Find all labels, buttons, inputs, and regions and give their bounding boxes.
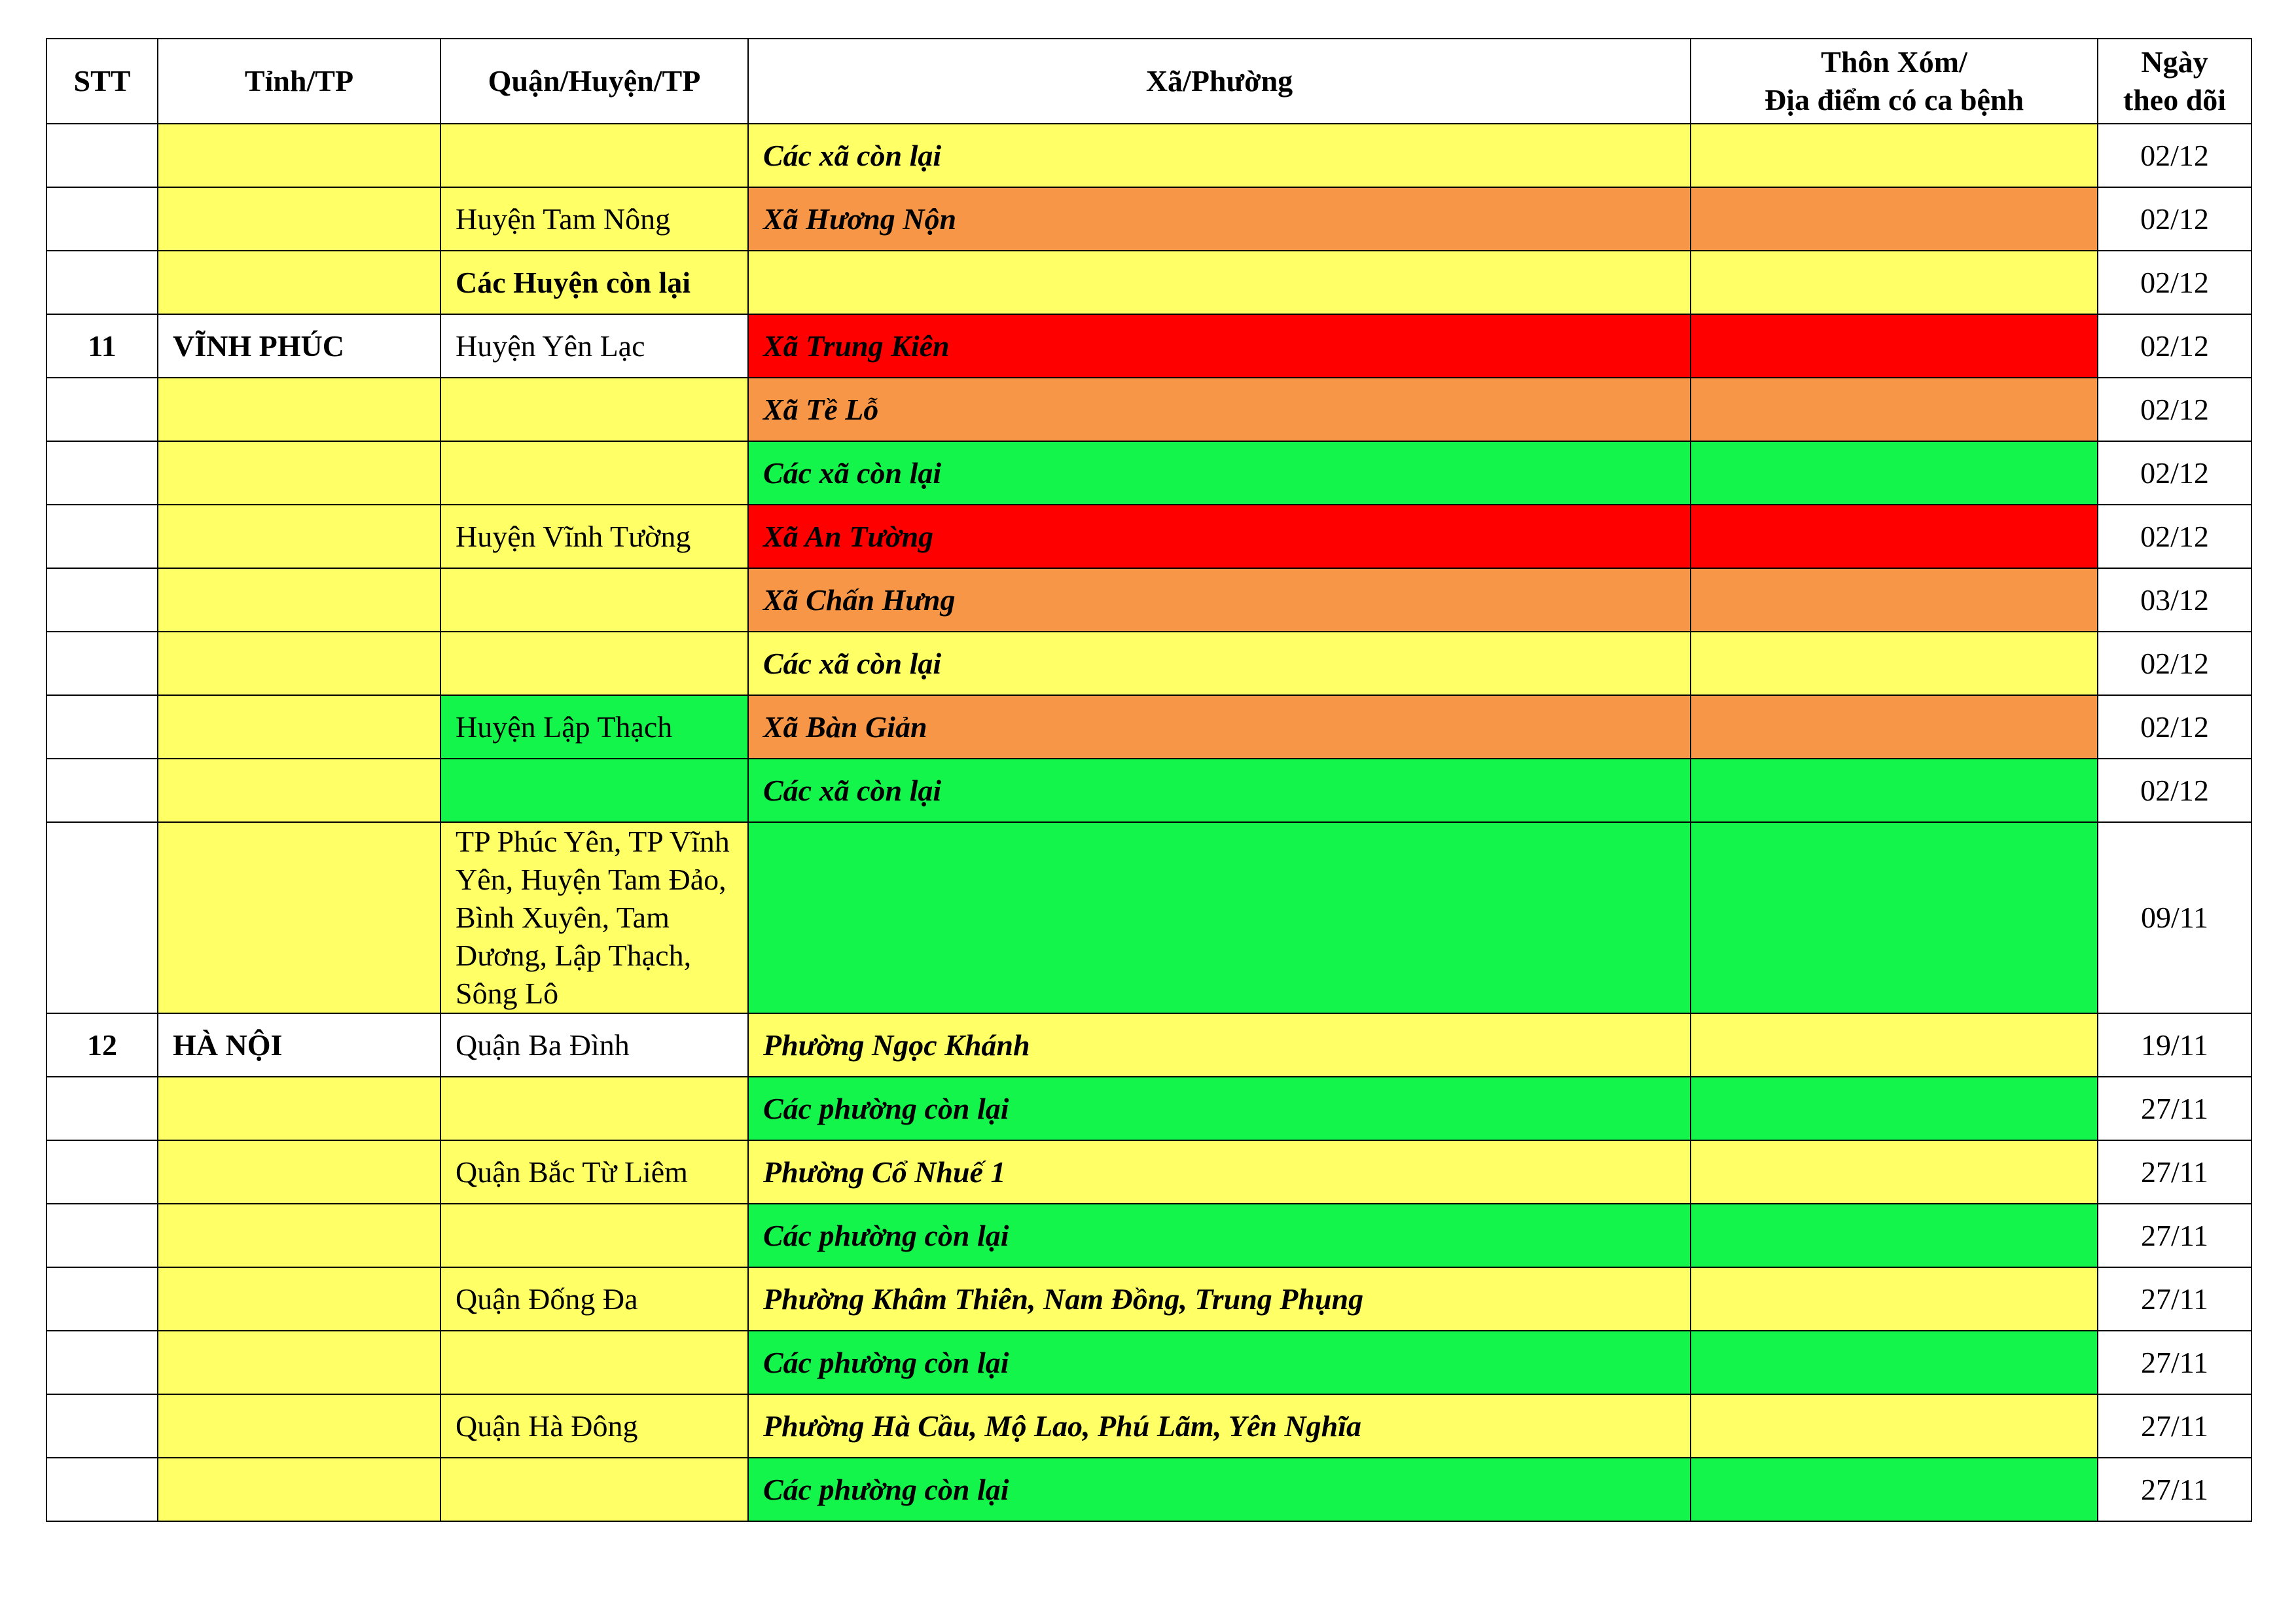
cell-date: 02/12 — [2098, 187, 2251, 251]
cell-date: 02/12 — [2098, 251, 2251, 314]
cell-stt: 12 — [46, 1013, 158, 1077]
cell-ward: Các phường còn lại — [748, 1331, 1691, 1394]
cell-date: 27/11 — [2098, 1204, 2251, 1267]
cell-ward: Xã Chấn Hưng — [748, 568, 1691, 632]
table-row — [46, 1394, 2251, 1458]
cell-date: 02/12 — [2098, 695, 2251, 759]
cell-date: 03/12 — [2098, 568, 2251, 632]
cell-date: 27/11 — [2098, 1458, 2251, 1521]
cell-ward: Phường Cổ Nhuế 1 — [748, 1140, 1691, 1204]
cell-hamlet — [1691, 1331, 2098, 1394]
cell-province — [158, 1394, 440, 1458]
table-row — [46, 759, 2251, 822]
cell-district: Huyện Yên Lạc — [440, 314, 748, 378]
cell-province — [158, 251, 440, 314]
cell-district: TP Phúc Yên, TP Vĩnh Yên, Huyện Tam Đảo, Bình Xuyên, Tam Dương, Lập Thạch, Sông Lô — [440, 822, 748, 1013]
cell-hamlet — [1691, 378, 2098, 441]
cell-date: 27/11 — [2098, 1077, 2251, 1140]
cell-ward: Xã Trung Kiên — [748, 314, 1691, 378]
table-row — [46, 822, 2251, 1013]
cell-stt — [46, 759, 158, 822]
table-row — [46, 1140, 2251, 1204]
cell-hamlet — [1691, 1140, 2098, 1204]
cell-date: 02/12 — [2098, 759, 2251, 822]
table-row — [46, 505, 2251, 568]
table-row — [46, 187, 2251, 251]
cell-district — [440, 441, 748, 505]
cell-province — [158, 1077, 440, 1140]
cell-hamlet — [1691, 822, 2098, 1013]
cell-hamlet — [1691, 1077, 2098, 1140]
cell-ward: Phường Ngọc Khánh — [748, 1013, 1691, 1077]
table-row — [46, 1013, 2251, 1077]
cell-stt — [46, 1331, 158, 1394]
cell-hamlet — [1691, 1394, 2098, 1458]
cell-ward: Xã Tề Lỗ — [748, 378, 1691, 441]
cell-district — [440, 568, 748, 632]
table-row — [46, 1458, 2251, 1521]
cell-ward: Các phường còn lại — [748, 1458, 1691, 1521]
cell-date: 02/12 — [2098, 124, 2251, 187]
cell-province — [158, 187, 440, 251]
header-hamlet-line1: Thôn Xóm/ — [1821, 45, 1967, 79]
cell-date: 09/11 — [2098, 822, 2251, 1013]
cell-province — [158, 632, 440, 695]
cell-district: Huyện Vĩnh Tường — [440, 505, 748, 568]
cell-province — [158, 441, 440, 505]
header-province: Tỉnh/TP — [158, 39, 440, 124]
cell-date: 02/12 — [2098, 505, 2251, 568]
cell-stt: 11 — [46, 314, 158, 378]
table-row — [46, 1077, 2251, 1140]
header-date-line1: Ngày — [2141, 45, 2208, 79]
cell-district — [440, 759, 748, 822]
cell-stt — [46, 822, 158, 1013]
cell-stt — [46, 251, 158, 314]
cell-date: 02/12 — [2098, 314, 2251, 378]
cell-stt — [46, 1204, 158, 1267]
cell-ward: Xã Hương Nộn — [748, 187, 1691, 251]
cell-district — [440, 378, 748, 441]
cell-province — [158, 822, 440, 1013]
header-stt: STT — [46, 39, 158, 124]
cell-ward: Xã An Tường — [748, 505, 1691, 568]
table-row — [46, 695, 2251, 759]
cell-district: Quận Đống Đa — [440, 1267, 748, 1331]
cell-stt — [46, 632, 158, 695]
table-row — [46, 632, 2251, 695]
cell-stt — [46, 1267, 158, 1331]
cell-province — [158, 378, 440, 441]
table-row — [46, 1267, 2251, 1331]
cell-date: 02/12 — [2098, 378, 2251, 441]
cell-province — [158, 759, 440, 822]
cell-stt — [46, 124, 158, 187]
header-ward: Xã/Phường — [748, 39, 1691, 124]
cell-stt — [46, 1394, 158, 1458]
cell-date: 02/12 — [2098, 632, 2251, 695]
cell-hamlet — [1691, 695, 2098, 759]
table-row — [46, 1331, 2251, 1394]
cell-province: VĨNH PHÚC — [158, 314, 440, 378]
cell-hamlet — [1691, 187, 2098, 251]
cell-district: Huyện Lập Thạch — [440, 695, 748, 759]
cell-province — [158, 1140, 440, 1204]
cell-ward — [748, 251, 1691, 314]
cell-stt — [46, 505, 158, 568]
cell-hamlet — [1691, 759, 2098, 822]
cell-ward: Các phường còn lại — [748, 1204, 1691, 1267]
cell-hamlet — [1691, 1267, 2098, 1331]
cell-hamlet — [1691, 1458, 2098, 1521]
table-header — [46, 39, 2251, 124]
cell-district — [440, 1458, 748, 1521]
cell-district — [440, 124, 748, 187]
cell-province — [158, 505, 440, 568]
cell-ward: Các phường còn lại — [748, 1077, 1691, 1140]
cell-province — [158, 695, 440, 759]
cell-province — [158, 1267, 440, 1331]
cell-hamlet — [1691, 1204, 2098, 1267]
cell-hamlet — [1691, 441, 2098, 505]
table-body — [46, 124, 2251, 1521]
cell-province — [158, 1204, 440, 1267]
cell-stt — [46, 695, 158, 759]
table-row — [46, 124, 2251, 187]
cell-hamlet — [1691, 568, 2098, 632]
cell-stt — [46, 1077, 158, 1140]
cell-date: 27/11 — [2098, 1140, 2251, 1204]
cell-district: Các Huyện còn lại — [440, 251, 748, 314]
cell-district — [440, 1077, 748, 1140]
cell-district — [440, 1204, 748, 1267]
cell-hamlet — [1691, 124, 2098, 187]
cell-ward: Các xã còn lại — [748, 441, 1691, 505]
cell-date: 27/11 — [2098, 1331, 2251, 1394]
header-district: Quận/Huyện/TP — [440, 39, 748, 124]
cell-ward: Các xã còn lại — [748, 632, 1691, 695]
cell-ward: Phường Hà Cầu, Mộ Lao, Phú Lãm, Yên Nghĩa — [748, 1394, 1691, 1458]
header-row — [46, 39, 2251, 124]
cell-hamlet — [1691, 251, 2098, 314]
cell-province — [158, 568, 440, 632]
table-row — [46, 251, 2251, 314]
cell-hamlet — [1691, 1013, 2098, 1077]
cell-stt — [46, 1140, 158, 1204]
cell-district — [440, 1331, 748, 1394]
table-row — [46, 378, 2251, 441]
cell-stt — [46, 187, 158, 251]
cell-stt — [46, 1458, 158, 1521]
cell-province — [158, 1458, 440, 1521]
cell-hamlet — [1691, 314, 2098, 378]
cell-ward — [748, 822, 1691, 1013]
cell-province — [158, 1331, 440, 1394]
cell-ward: Các xã còn lại — [748, 759, 1691, 822]
cell-date: 27/11 — [2098, 1394, 2251, 1458]
cell-stt — [46, 568, 158, 632]
cell-hamlet — [1691, 505, 2098, 568]
table-row — [46, 441, 2251, 505]
zone-classification-table — [46, 38, 2252, 1522]
cell-district: Quận Ba Đình — [440, 1013, 748, 1077]
cell-stt — [46, 441, 158, 505]
cell-stt — [46, 378, 158, 441]
table-row — [46, 314, 2251, 378]
cell-district — [440, 632, 748, 695]
header-date-line2: theo dõi — [2123, 83, 2227, 117]
header-hamlet-line2: Địa điểm có ca bệnh — [1764, 83, 2024, 117]
cell-date: 19/11 — [2098, 1013, 2251, 1077]
cell-ward: Xã Bàn Giản — [748, 695, 1691, 759]
table-row — [46, 568, 2251, 632]
cell-date: 02/12 — [2098, 441, 2251, 505]
cell-hamlet — [1691, 632, 2098, 695]
cell-province: HÀ NỘI — [158, 1013, 440, 1077]
cell-ward: Các xã còn lại — [748, 124, 1691, 187]
table-row — [46, 1204, 2251, 1267]
cell-date: 27/11 — [2098, 1267, 2251, 1331]
header-hamlet — [1691, 39, 2098, 124]
cell-district: Quận Hà Đông — [440, 1394, 748, 1458]
cell-ward: Phường Khâm Thiên, Nam Đồng, Trung Phụng — [748, 1267, 1691, 1331]
cell-province — [158, 124, 440, 187]
header-date — [2098, 39, 2251, 124]
cell-district: Quận Bắc Từ Liêm — [440, 1140, 748, 1204]
cell-district: Huyện Tam Nông — [440, 187, 748, 251]
